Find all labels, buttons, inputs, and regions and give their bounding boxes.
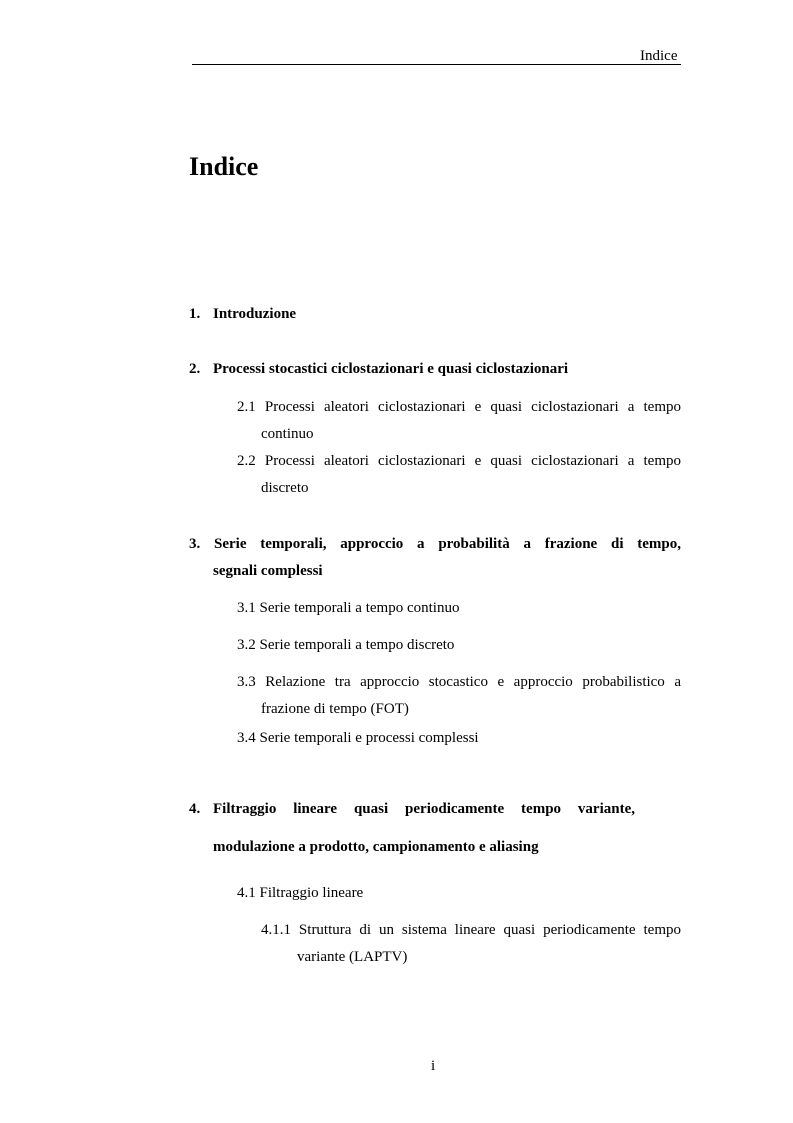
toc-chapter-3-line2: segnali complessi bbox=[213, 563, 323, 579]
chapter-number: 4. bbox=[189, 801, 201, 817]
toc-chapter-2 bbox=[189, 356, 568, 383]
toc-subsection-4-1-1-line2: variante (LAPTV) bbox=[297, 949, 408, 965]
toc-section-3-3-line1: 3.3 Relazione tra approccio stocastico e approccio probabilistico a bbox=[237, 674, 681, 690]
page-number: i bbox=[431, 1058, 436, 1074]
toc-chapter-1 bbox=[189, 301, 296, 328]
chapter-title: Processi stocastici ciclostazionari e quasi ciclostazionari bbox=[213, 361, 569, 377]
toc-subsection-4-1-1-line1: 4.1.1 Struttura di un sistema lineare quasi periodicamente tempo bbox=[261, 922, 681, 938]
toc-section-2-2-line2: discreto bbox=[261, 480, 309, 496]
toc-section-3-1: 3.1 Serie temporali a tempo continuo bbox=[237, 600, 460, 616]
chapter-number: 1. bbox=[189, 306, 201, 322]
toc-section-2-1-line1: 2.1 Processi aleatori ciclostazionari e quasi ciclostazionari a tempo bbox=[237, 399, 681, 415]
toc-chapter-3-line1: 3. Serie temporali, approccio a probabilità a frazione di tempo, bbox=[189, 536, 681, 552]
toc-section-3-2: 3.2 Serie temporali a tempo discreto bbox=[237, 637, 455, 653]
chapter-number: 2. bbox=[189, 361, 201, 377]
toc-chapter-4-line2: modulazione a prodotto, campionamento e aliasing bbox=[213, 839, 539, 855]
toc-section-3-4: 3.4 Serie temporali e processi complessi bbox=[237, 730, 479, 746]
toc-section-2-1-line2: continuo bbox=[261, 426, 314, 442]
running-header-title: Indice bbox=[640, 48, 678, 64]
toc-section-3-3-line2: frazione di tempo (FOT) bbox=[261, 701, 409, 717]
page-title: Indice bbox=[189, 152, 259, 181]
toc-section-2-2-line1: 2.2 Processi aleatori ciclostazionari e quasi ciclostazionari a tempo bbox=[237, 453, 681, 469]
chapter-title: Introduzione bbox=[213, 306, 297, 322]
toc-section-4-1: 4.1 Filtraggio lineare bbox=[237, 885, 364, 901]
chapter-title-line1: Filtraggio lineare quasi periodicamente tempo variante, bbox=[213, 801, 635, 817]
toc-chapter-4-line1 bbox=[189, 796, 635, 823]
header-rule bbox=[192, 64, 681, 65]
